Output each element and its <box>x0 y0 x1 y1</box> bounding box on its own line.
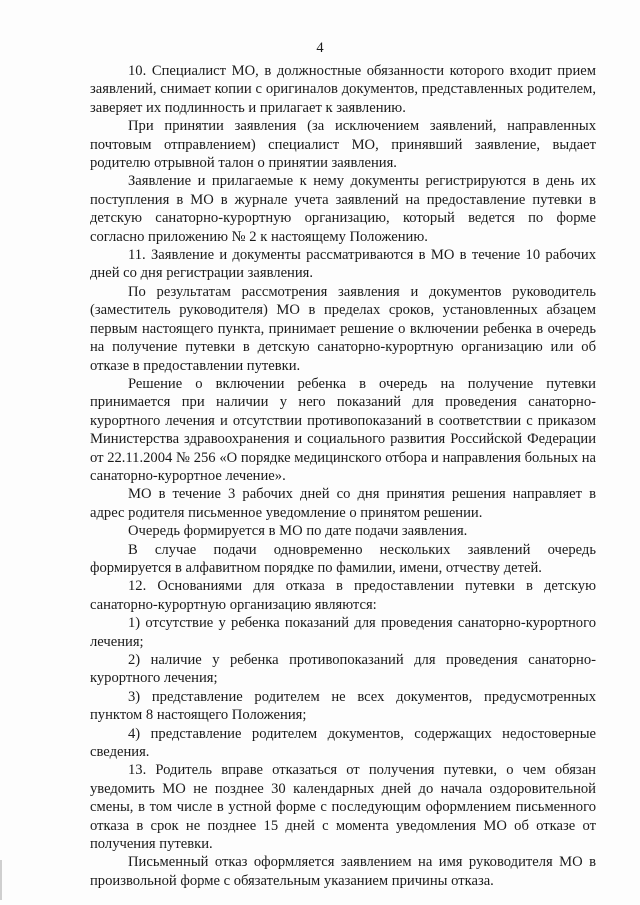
paragraph-registration: Заявление и прилагаемые к нему документы регистрируются в день их поступления в МО в журнале учета заявлений на предоставление путевки в детскую санаторно-курортную организацию, который ведется по форме согласно приложению № 2 к настоящему Положению. <box>90 173 596 245</box>
paragraph-queue-alphabetical: В случае подачи одновременно нескольких заявлений очередь формируется в алфавитном порядке по фамилии, имени, отчеству детей. <box>90 541 596 576</box>
list-item-3: 3) представление родителем не всех документов, предусмотренных пунктом 8 настоящего Положения; <box>90 688 596 724</box>
document-body <box>90 62 596 890</box>
paragraph-11-review-term: 11. Заявление и документы рассматриваются в МО в течение 10 рабочих дней со дня регистрации заявления. <box>90 247 596 282</box>
paragraph-queue-order: Очередь формируется в МО по дате подачи заявления. <box>128 523 468 540</box>
page-number: 4 <box>316 40 324 56</box>
paragraph-notification: МО в течение 3 рабочих дней со дня принятия решения направляет в адрес родителя письменное уведомление о принятом решении. <box>90 486 596 521</box>
paragraph-queue-criteria: Решение о включении ребенка в очередь на получение путевки принимается при наличии у него показаний для проведения санаторно-курортного лечения и отсутствии противопоказаний в соответствии с приказом Министерства здравоохранения и социального развития Российской Федерации от 22.11.2004 № 256 «О порядке медицинского отбора и направления больных на санаторно-курортное лечение». <box>90 375 596 484</box>
list-item-1: 1) отсутствие у ребенка показаний для проведения санаторно-курортного лечения; <box>90 615 596 650</box>
list-item-2: 2) наличие у ребенка противопоказаний для проведения санаторно-курортного лечения; <box>90 652 596 687</box>
paragraph-12-refusal-grounds: 12. Основаниями для отказа в предоставлении путевки в детскую санаторно-курортную организацию являются: <box>90 578 596 613</box>
scan-edge-mark <box>0 860 2 900</box>
paragraph-decision: По результатам рассмотрения заявления и документов руководитель (заместитель руководителя) МО в пределах сроков, установленных абзацем первым настоящего пункта, принимает решение о включении ребенка в очередь на получение путевки в детскую санаторно-курортную организацию или об отказе в предоставлении путевки. <box>90 283 596 374</box>
paragraph-written-refusal: Письменный отказ оформляется заявлением на имя руководителя МО в произвольной форме с обязательным указанием причины отказа. <box>90 854 596 889</box>
paragraph-13-parent-refusal: 13. Родитель вправе отказаться от получения путевки, о чем обязан уведомить МО не позднее 30 календарных дней до начала оздоровительной смены, в том числе в устной форме с последующим оформлением письменного отказа в срок не позднее 15 дней с момента уведомления МО об отказе от получения путевки. <box>90 762 596 853</box>
paragraph-receipt-coupon: При принятии заявления (за исключением заявлений, направленных почтовым отправлением) специалист МО, принявший заявление, выдает родителю отрывной талон о принятии заявления. <box>90 118 596 172</box>
list-item-4: 4) представление родителем документов, содержащих недостоверные сведения. <box>90 725 596 761</box>
paragraph-10-intake: 10. Специалист МО, в должностные обязанности которого входит прием заявлений, снимает копии с оригиналов документов, представленных родителем, заверяет их подлинность и прилагает к заявлению. <box>90 63 596 116</box>
